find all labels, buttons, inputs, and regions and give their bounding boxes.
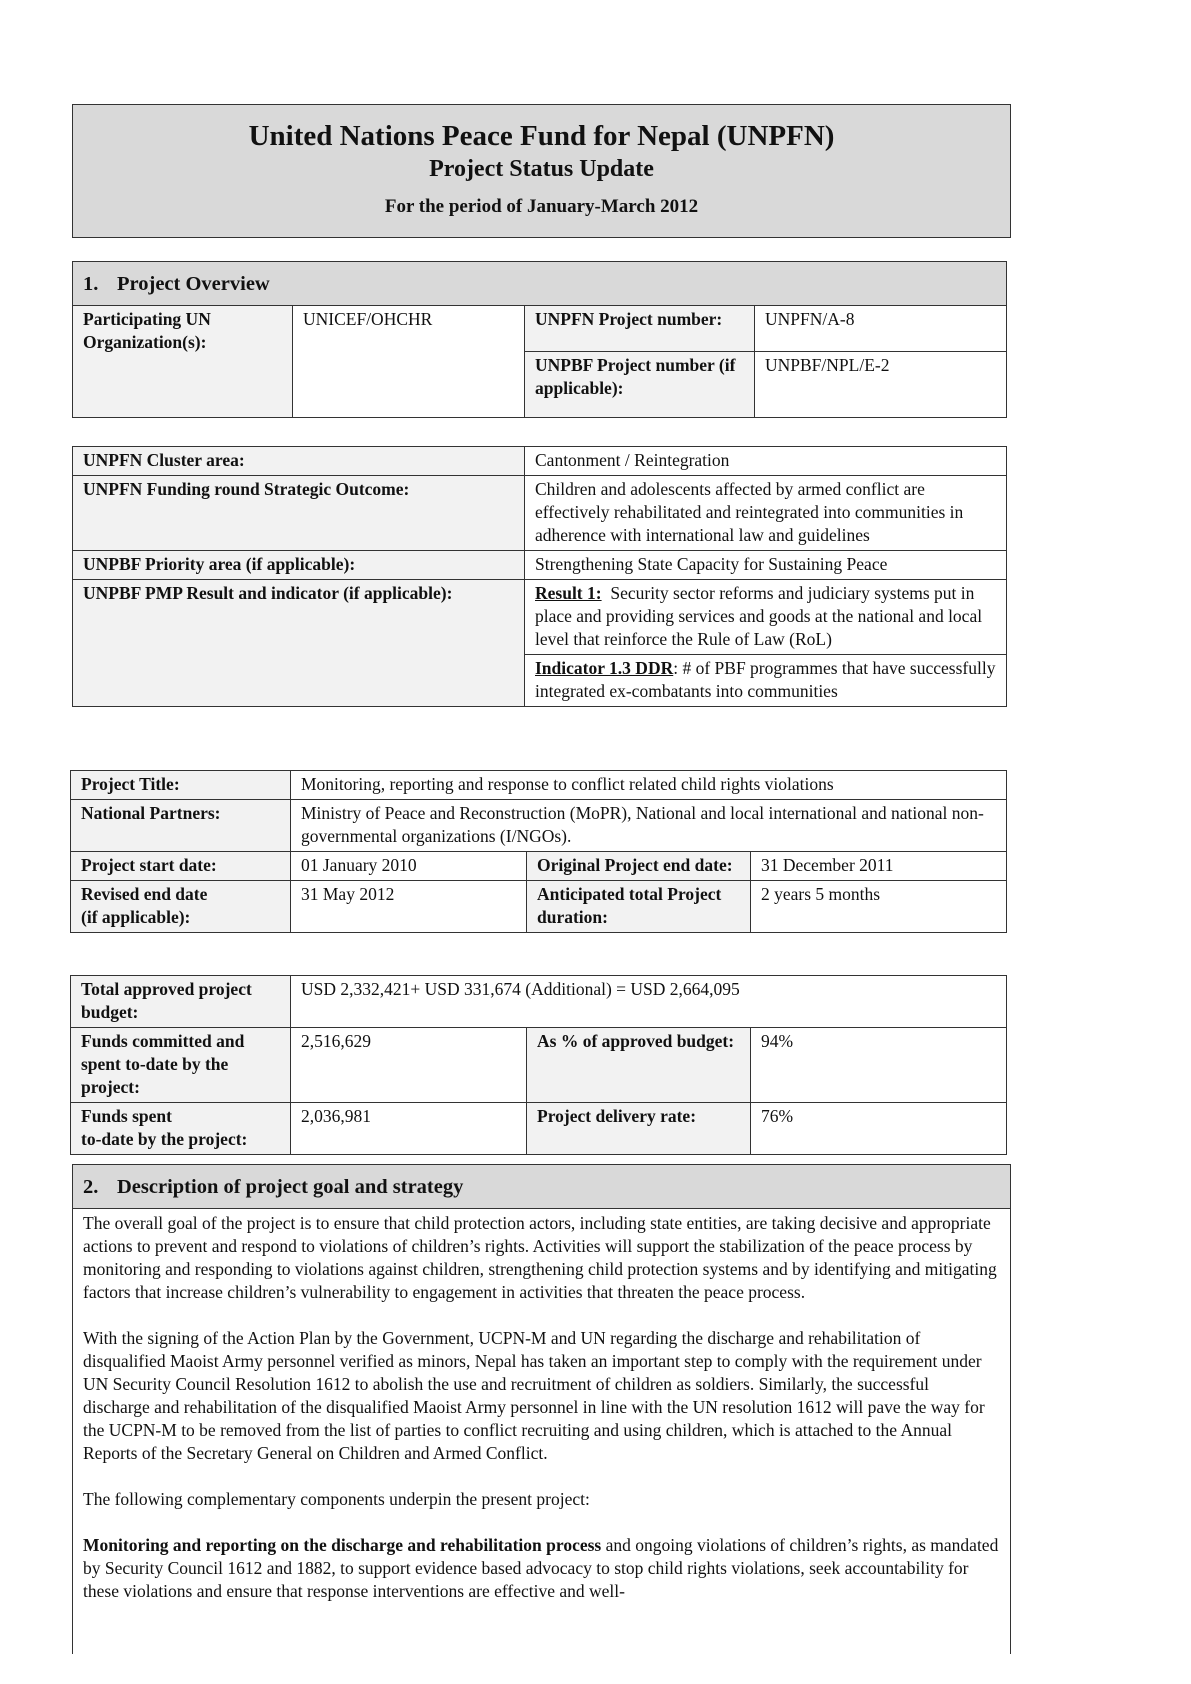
section-2-header	[73, 1165, 1010, 1209]
duration-value: 2 years 5 months	[751, 881, 1007, 933]
revised-end-date-label-line-1: Revised end date	[81, 884, 208, 904]
delivery-rate-label: Project delivery rate:	[527, 1103, 751, 1155]
revised-end-date-value: 31 May 2012	[291, 881, 527, 933]
pmp-result-label: UNPBF PMP Result and indicator (if applicable):	[73, 580, 525, 707]
monitoring-heading: Monitoring and reporting on the discharge and rehabilitation process	[83, 1535, 602, 1555]
unpfn-project-number-label: UNPFN Project number:	[525, 306, 755, 352]
description-body	[73, 1209, 1010, 1629]
report-title: United Nations Peace Fund for Nepal (UNPFN)	[248, 120, 835, 152]
strategic-outcome-label: UNPFN Funding round Strategic Outcome:	[73, 476, 525, 551]
funds-spent-value: 2,036,981	[291, 1103, 527, 1155]
report-period: For the period of January-March 2012	[384, 196, 699, 217]
project-details-table	[70, 770, 1007, 933]
project-overview-table	[72, 261, 1007, 418]
strategic-outcome-value: Children and adolescents affected by armed conflict are effectively rehabilitated and reintegrated into communities in adherence with international law and guidelines	[525, 476, 1007, 551]
report-subtitle: Project Status Update	[429, 156, 654, 182]
indicator-label: Indicator 1.3 DDR	[535, 658, 674, 678]
total-budget-value: USD 2,332,421+ USD 331,674 (Additional) = USD 2,664,095	[291, 976, 1007, 1028]
monitoring-text: and ongoing violations of children’s rights, as mandated by Security Council 1612 and 1882, to support evidence based advocacy to stop child rights violations, seek accountability for these violations and ensure that response interventions are effective and well-	[83, 1535, 999, 1601]
percent-approved-label: As % of approved budget:	[527, 1028, 751, 1103]
participating-org-value: UNICEF/OHCHR	[293, 306, 525, 418]
duration-label: Anticipated total Project duration:	[527, 881, 751, 933]
section-1-title: Project Overview	[117, 273, 270, 295]
priority-area-value: Strengthening State Capacity for Sustaining Peace	[525, 551, 1007, 580]
unpfn-project-number-value: UNPFN/A-8	[755, 306, 1007, 352]
national-partners-label: National Partners:	[71, 800, 291, 852]
unpbf-project-number-label: UNPBF Project number (if applicable):	[525, 352, 755, 418]
funds-committed-value: 2,516,629	[291, 1028, 527, 1103]
priority-area-label: UNPBF Priority area (if applicable):	[73, 551, 525, 580]
indicator-text: : # of PBF programmes that have successfully integrated ex-combatants into communities	[535, 658, 996, 701]
start-date-value: 01 January 2010	[291, 852, 527, 881]
cluster-area-value: Cantonment / Reintegration	[525, 447, 1007, 476]
description-paragraph-4	[83, 1534, 1000, 1603]
description-section	[72, 1164, 1011, 1654]
cluster-area-label: UNPFN Cluster area:	[73, 447, 525, 476]
revised-end-date-label-line-2: (if applicable):	[81, 907, 191, 927]
revised-end-date-label	[71, 881, 291, 933]
result-1-text: Security sector reforms and judiciary systems put in place and providing services and goods at the national and local level that reinforce the Rule of Law (RoL)	[535, 583, 983, 649]
report-header	[72, 104, 1011, 238]
result-1-label: Result 1:	[535, 583, 602, 603]
original-end-date-value: 31 December 2011	[751, 852, 1007, 881]
project-title-label: Project Title:	[71, 771, 291, 800]
cluster-table	[72, 446, 1007, 707]
delivery-rate-value: 76%	[751, 1103, 1007, 1155]
description-paragraph-1: The overall goal of the project is to ensure that child protection actors, including state entities, are taking decisive and appropriate actions to prevent and respond to violations of children’s rights. Activities will support the stabilization of the peace process by monitoring and responding to violations against children, strengthening child protection systems and by identifying and mitigating factors that increase children’s vulnerability to engagement in activities that threaten the peace process.	[83, 1213, 997, 1302]
pmp-result-value	[525, 580, 1007, 655]
start-date-label: Project start date:	[71, 852, 291, 881]
funds-spent-label	[71, 1103, 291, 1155]
description-paragraph-3: The following complementary components underpin the present project:	[83, 1489, 590, 1509]
unpbf-project-number-value: UNPBF/NPL/E-2	[755, 352, 1007, 418]
pmp-indicator-value	[525, 655, 1007, 707]
participating-org-label: Participating UN Organization(s):	[73, 306, 293, 418]
funds-committed-label: Funds committed and spent to-date by the project:	[71, 1028, 291, 1103]
section-2-title: Description of project goal and strategy	[117, 1176, 464, 1198]
original-end-date-label: Original Project end date:	[527, 852, 751, 881]
section-1-header	[73, 262, 1007, 306]
description-paragraph-2: With the signing of the Action Plan by the Government, UCPN-M and UN regarding the discharge and rehabilitation of disqualified Maoist Army personnel verified as minors, Nepal has taken an important step to comply with the requirement under UN Security Council Resolution 1612 to abolish the use and recruitment of children as soldiers. Similarly, the successful discharge and rehabilitation of the disqualified Maoist Army personnel in line with the UN resolution 1612 will pave the way for the UCPN-M to be removed from the list of parties to conflict recruiting and using children, which is attached to the Annual Reports of the Secretary General on Children and Armed Conflict.	[83, 1328, 985, 1463]
section-1-number: 1.	[83, 273, 99, 295]
budget-table	[70, 975, 1007, 1155]
percent-approved-value: 94%	[751, 1028, 1007, 1103]
project-title-value: Monitoring, reporting and response to conflict related child rights violations	[291, 771, 1007, 800]
total-budget-label: Total approved project budget:	[71, 976, 291, 1028]
national-partners-value: Ministry of Peace and Reconstruction (MoPR), National and local international and national non-governmental organizations (I/NGOs).	[291, 800, 1007, 852]
funds-spent-label-line-1: Funds spent	[81, 1106, 172, 1126]
section-2-number: 2.	[83, 1176, 99, 1198]
funds-spent-label-line-2: to-date by the project:	[81, 1129, 248, 1149]
